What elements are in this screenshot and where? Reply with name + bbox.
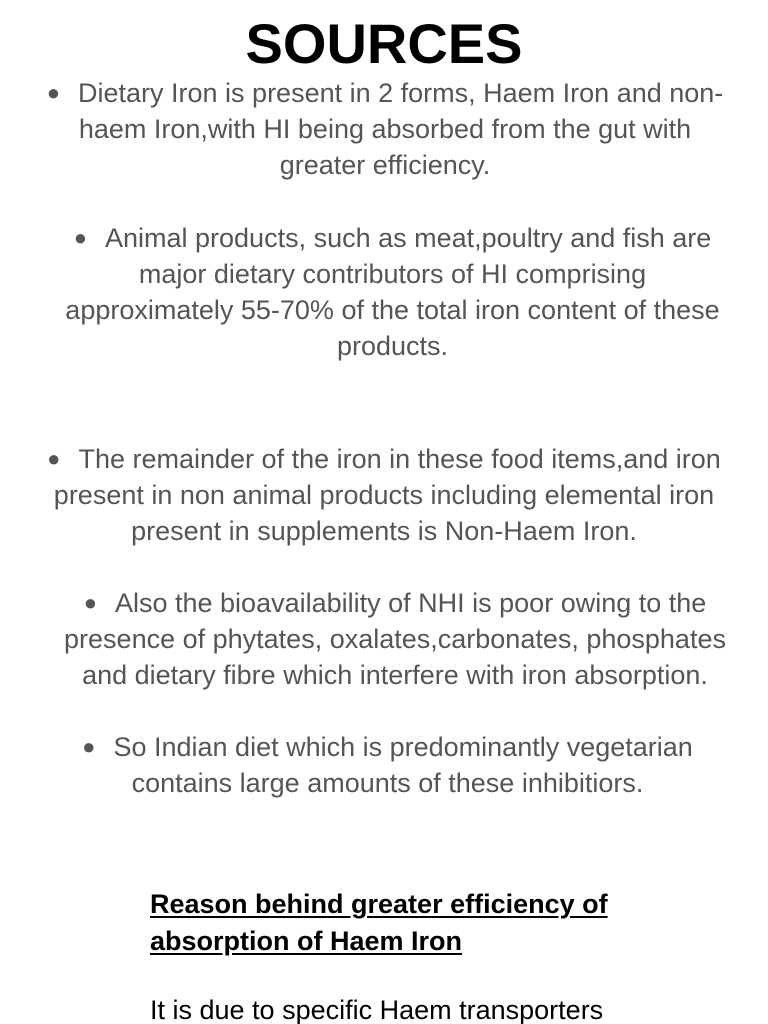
bullet-icon: ● (82, 734, 96, 759)
bullet-text: Also the bioavailability of NHI is poor owing to the presence of phytates, oxalates,carbonates, phosphates and dietary fibre which interfere with iron absorption. (64, 588, 726, 690)
bullet-icon: ● (73, 225, 87, 250)
bullet-text: The remainder of the iron in these food items,and iron present in non animal products including elemental iron present in supplements is Non-Haem Iron. (53, 444, 721, 546)
section-subheading: Reason behind greater efficiency of absorption of Haem Iron (150, 889, 608, 956)
page-title: SOURCES (245, 12, 523, 75)
bullet-item (38, 441, 730, 549)
bullet-text: Animal products, such as meat,poultry and fish are major dietary contributors of HI comprising approximately 55-70% of the total iron content of these products. (65, 223, 720, 361)
bullet-item (45, 729, 730, 801)
bullet-icon: ● (83, 590, 97, 615)
bullet-icon: ● (46, 80, 60, 105)
bullet-item (40, 75, 730, 183)
body-paragraph: It is due to specific Haem transporters (150, 995, 604, 1024)
bullet-item (55, 220, 730, 364)
bullet-icon: ● (47, 446, 61, 471)
bullet-text: So Indian diet which is predominantly vegetarian contains large amounts of these inhibitiors. (113, 732, 693, 798)
bullet-item (60, 585, 730, 693)
bullet-text: Dietary Iron is present in 2 forms, Haem Iron and non-haem Iron,with HI being absorbed from the gut with greater efficiency. (78, 78, 724, 180)
